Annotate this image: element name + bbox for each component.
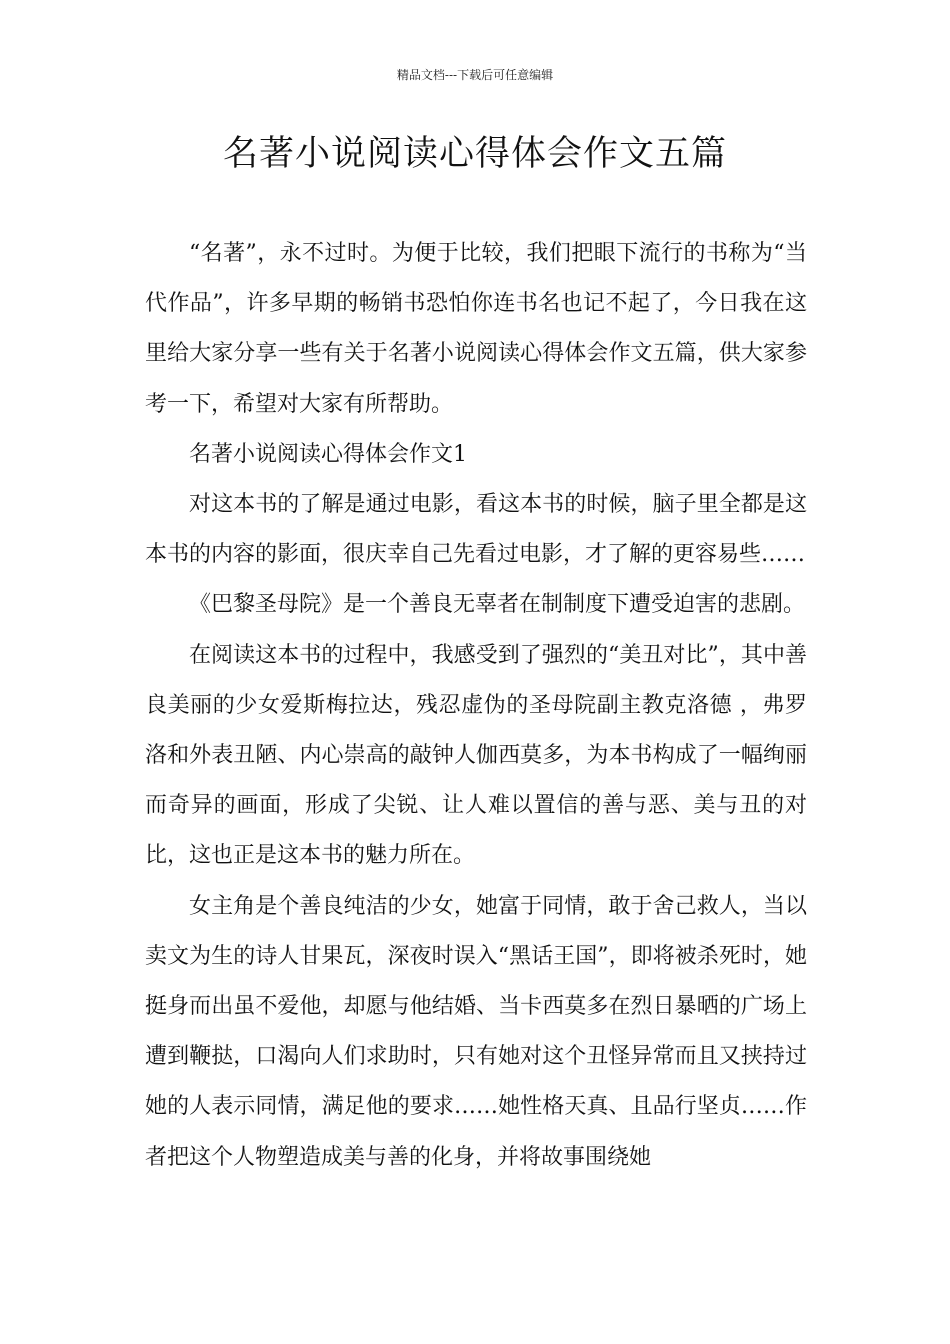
header-note: 精品文档---下载后可任意编辑 xyxy=(396,68,554,82)
body-paragraph: 《巴黎圣母院》是一个善良无辜者在制制度下遭受迫害的悲剧。 xyxy=(189,592,806,618)
body-paragraph: 在阅读这本书的过程中，我感受到了强烈的“美丑对比”，其中善良美丽的少女爱斯梅拉达，残忍虚伪的圣母院副主教克洛德 ，弗罗洛和外表丑陋、内心崇高的敲钟人伽西莫多，为本书构成了一幅绚丽而奇异的画面，形成了尖锐、让人难以置信的善与恶、美与丑的对比，这也正是这本书的魅力所在。 xyxy=(145,642,807,869)
section-heading: 名著小说阅读心得体会作文1 xyxy=(189,441,467,467)
intro-paragraph: “名著”，永不过时。为便于比较，我们把眼下流行的书称为“当代作品”，许多早期的畅销书恐怕你连书名也记不起了，今日我在这里给大家分享一些有关于名著小说阅读心得体会作文五篇，供大家参考一下，希望对大家有所帮助。 xyxy=(145,241,807,417)
document-body xyxy=(145,229,807,1183)
body-paragraph: 对这本书的了解是通过电影，看这本书的时候，脑子里全都是这本书的内容的影面，很庆幸自己先看过电影，才了解的更容易些…… xyxy=(145,492,807,568)
document-title: 名著小说阅读心得体会作文五篇 xyxy=(222,134,727,174)
body-paragraph: 女主角是个善良纯洁的少女，她富于同情，敢于舍己救人，当以卖文为生的诗人甘果瓦，深夜时误入“黑话王国”，即将被杀死时，她挺身而出虽不爱他，却愿与他结婚、当卡西莫多在烈日暴晒的广场上遭到鞭挞，口渴向人们求助时，只有她对这个丑怪异常而且又挟持过她的人表示同情，满足他的要求……她性格天真、且品行坚贞……作者把这个人物塑造成美与善的化身，并将故事围绕她 xyxy=(145,893,807,1170)
